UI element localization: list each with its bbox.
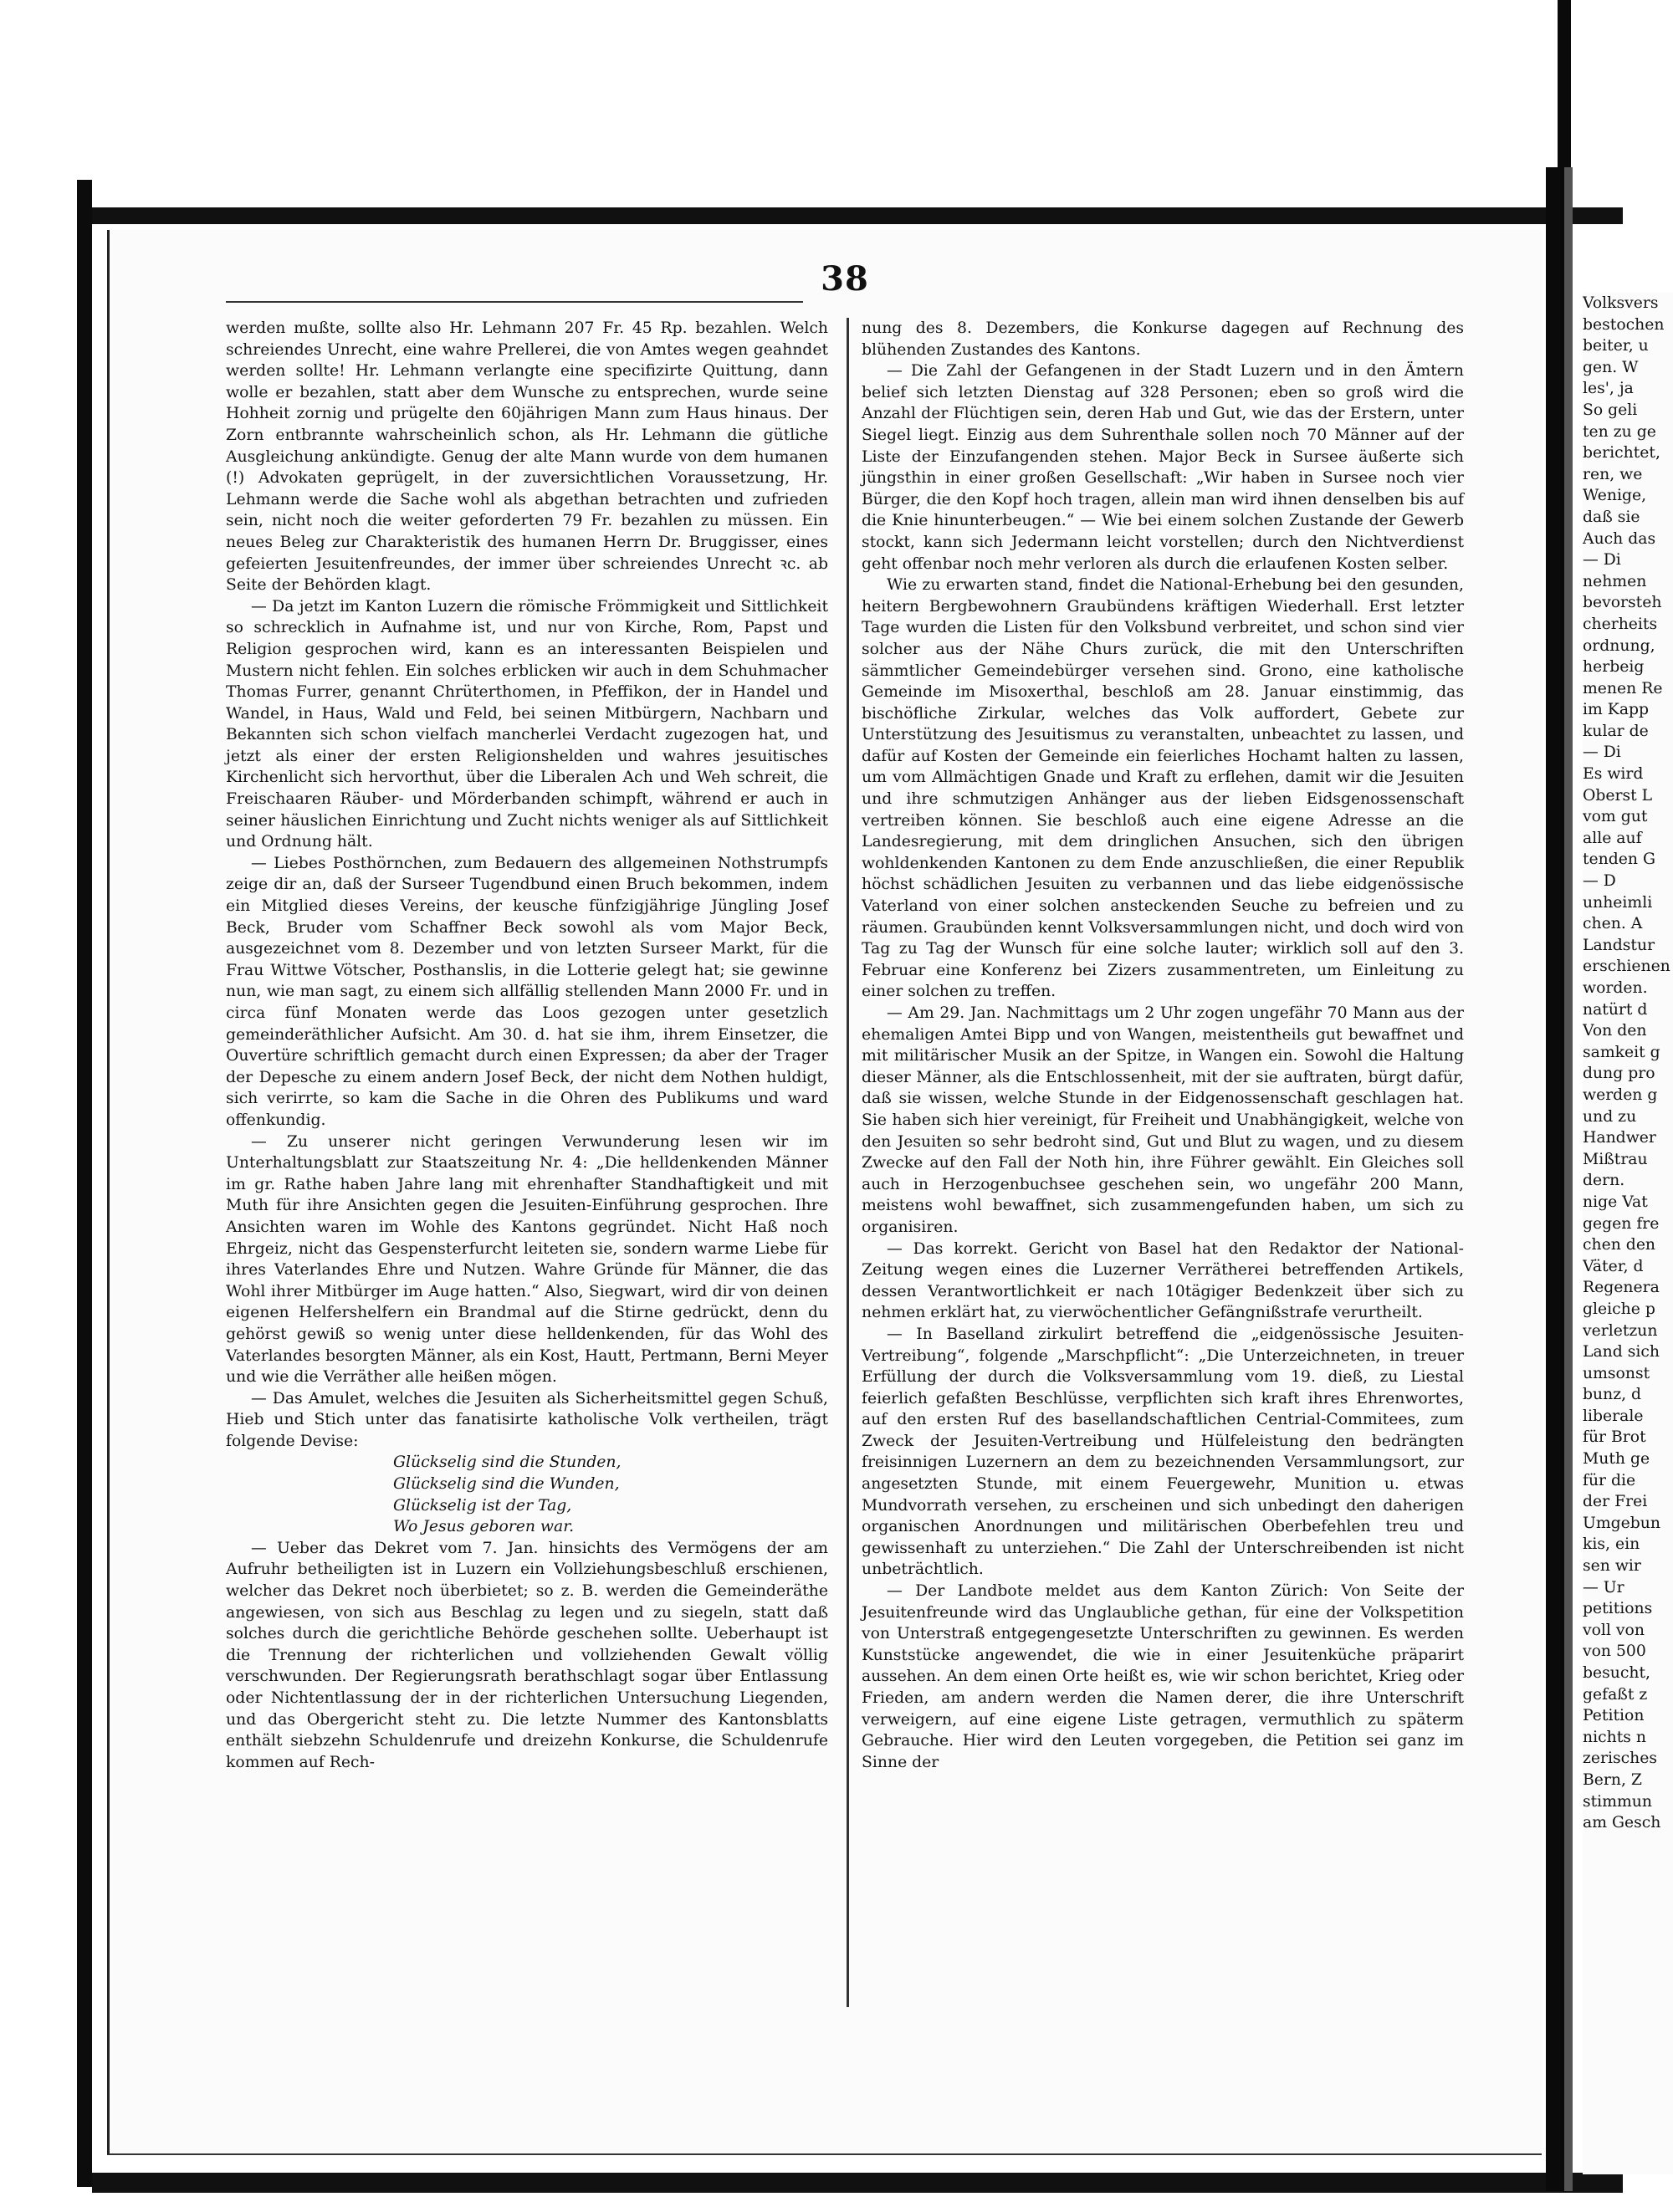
next-page-line: petitions (1583, 1600, 1653, 1618)
next-page-line: — Di (1583, 551, 1621, 570)
book-gutter-shade (1564, 167, 1573, 2191)
next-page-line: dung pro (1583, 1065, 1655, 1083)
next-page-line: nige Vat (1583, 1193, 1648, 1211)
next-page-line: umsonst (1583, 1364, 1650, 1382)
next-page-line: — D (1583, 872, 1616, 891)
next-page-line: werden g (1583, 1086, 1658, 1104)
scanner-top-spine (1558, 0, 1571, 176)
column-divider (847, 318, 849, 2007)
next-page-line: gegen fre (1583, 1214, 1660, 1233)
next-page-line: am Gesch (1583, 1814, 1661, 1832)
next-page-line: chen. A (1583, 915, 1643, 933)
next-page-line: Landstur (1583, 936, 1655, 954)
next-page-line: les', ja (1583, 380, 1634, 398)
next-page-line: zerisches (1583, 1750, 1658, 1768)
page-number: 38 (821, 259, 869, 299)
next-page-line: gefaßt z (1583, 1685, 1648, 1704)
article-paragraph: — Die Zahl der Gefangenen in der Stadt Luzern und in den Ämtern belief sich letzten Dienstag auf 328 Personen; eben so groß wird die Anzahl der Flüchtigen sein, deren Hab und Gut, wie das der Erstern, unter Siegel liegt. Einzig aus dem Suhrenthale sollen noch 70 Männer auf der Liste der Einzufangenden stehen. Major Beck in Sursee äußerte sich jüngsthin in einer großen Gesellschaft: „Wir haben in Sursee noch vier Bürger, die den Kopf hoch tragen, allein man wird ihnen denselben bis auf die Knie hinunterbeugen.“ — Wie bei einem solchen Zustande der Gewerb stockt, kann sich Jedermann leicht vorstellen; durch den Nichtverdienst geht offenbar noch mehr verloren als durch die erlaufenen Kosten selber. (862, 362, 1464, 573)
article-paragraph: Wie zu erwarten stand, findet die National-Erhebung bei den gesunden, heitern Bergbewohnern Graubündens kräftigen Wiederhall. Erst letzter Tage wurden die Listen für den Volksbund verbreitet, und schon sind vier solcher aus der Nähe Churs zurück, die mit den Unterschriften sämmtlicher Gemeindebürger versehen sind. Grono, eine katholische Gemeinde im Misoxerthal, beschloß am 28. Januar einstimmig, das bischöfliche Zirkular, welches das Volk auffordert, Gebete zur Unterstützung des Jesuitismus zu veranstalten, unbeachtet zu lassen, und dafür auf Kosten der Gemeinde ein feierliches Hochamt halten zu lassen, um vom Allmächtigen Gnade und Kraft zu erflehen, damit wir die Jesuiten und ihre schmutzigen Anhänger aus der lieben Eidsgenossenschaft vertreiben können. Sie beschloß auch eine eigene Adresse an die Landesregierung, mit dem dringlichen Ansuchen, sich den übrigen wohldenkenden Kantonen zu dem Ende anzuschließen, die einer Republik höchst schädlichen Jesuiten zu verbannen und das liebe eidgenössische Vaterland von einer solchen ansteckenden Seuche zu befreien und zu räumen. Graubünden kennt Volksversammlungen nicht, und doch wird von Tag zu Tag der Wunsch für eine solche lauter; wirklich soll auf den 3. Februar eine Konferenz bei Zizers zusammentreten, um Einleitung zu einer solchen zu treffen. (862, 576, 1464, 1001)
next-page-line: erschienen (1583, 958, 1670, 976)
next-page-line: für die (1583, 1471, 1636, 1489)
next-page-fragment (1583, 293, 1673, 2174)
next-page-line: samkeit g (1583, 1043, 1660, 1061)
verse-line: Glückselig sind die Wunden, (393, 1475, 620, 1494)
article-paragraph: — Das Amulet, welches die Jesuiten als Sicherheitsmittel gegen Schuß, Hieb und Stich unter das fanatisirte katholische Volk vertheilen, trägt folgende Devise: (226, 1389, 828, 1450)
next-page-line: ten zu ge (1583, 422, 1656, 441)
next-page-line: Petition (1583, 1707, 1645, 1725)
next-page-line: unheimli (1583, 893, 1653, 912)
next-page-line: chen den (1583, 1236, 1656, 1254)
next-page-line: nichts n (1583, 1728, 1646, 1746)
next-page-line: verletzun (1583, 1321, 1658, 1340)
next-page-line: vom gut (1583, 808, 1648, 826)
next-page-line: und zu (1583, 1107, 1637, 1126)
next-page-line: nehmen (1583, 572, 1647, 590)
next-page-line: bestochen (1583, 315, 1665, 334)
next-page-line: herbeig (1583, 658, 1645, 677)
article-paragraph: nung des 8. Dezembers, die Konkurse dagegen auf Rechnung des blühenden Zustandes des Kantons. (862, 319, 1464, 359)
next-page-line: Land sich (1583, 1343, 1660, 1361)
book-gutter (1546, 167, 1564, 2191)
right-column (862, 318, 1464, 1773)
next-page-line: gleiche p (1583, 1300, 1655, 1318)
next-page-line: Väter, d (1583, 1257, 1644, 1275)
next-page-line: menen Re (1583, 679, 1663, 697)
next-page-line: kis, ein (1583, 1535, 1640, 1554)
next-page-line: bevorsteh (1583, 594, 1662, 612)
header-rule (226, 301, 803, 303)
next-page-line: stimmun (1583, 1792, 1653, 1811)
article-paragraph: — Ueber das Dekret vom 7. Jan. hinsichts des Vermögens der am Aufruhr betheiligten ist in Luzern ein Vollziehungsbeschluß erschienen, welcher das Dekret noch überbietet; so z. B. werden die Gemeinderäthe angewiesen, von sich aus Beschlag zu legen und zu siegeln, statt daß solches durch die gerichtliche Behörde geschehen sollte. Ueberhaupt ist die Trennung der richterlichen und vollziehenden Gewalt völlig verschwunden. Der Regierungsrath berathschlagt sogar über Entlassung oder Nichtentlassung der in der richterlichen Untersuchung Liegenden, und das Obergericht steht zu. Die letzte Nummer des Kantonsblatts enthält siebzehn Schuldenrufe und dreizehn Konkurse, die Schuldenrufe kommen auf Rech- (226, 1539, 828, 1771)
next-page-line: Es wird (1583, 765, 1644, 784)
next-page-line: von 500 (1583, 1642, 1646, 1661)
article-paragraph: — Da jetzt im Kanton Luzern die römische Frömmigkeit und Sittlichkeit so schrecklich in Aufnahme ist, und nur von Kirche, Rom, Papst und Religion gesprochen wird, kann es an interessanten Beispielen und Mustern nicht fehlen. Ein solches erblicken wir auch in dem Schuhmacher Thomas Furrer, genannt Chrüterthomen, in Pfeffikon, der in Handel und Wandel, in Haus, Wald und Feld, bei seinen Mitbürgern, Nachbarn und Bekannten sich schon vielfach mancherlei Verdacht zugezogen hat, und jetzt als einer der ersten Religionshelden und wahres jesuitisches Kirchenlicht sich hervorthut, über die Liberalen Ach und Weh schreit, die Freischaaren Räuber- und Mörderbanden schimpft, während er auch in seiner häuslichen Einrichtung und Zucht nichts weniger als auf Sittlichkeit und Ordnung hält. (226, 597, 828, 851)
article-paragraph: — Zu unserer nicht geringen Verwunderung lesen wir im Unterhaltungsblatt zur Staatszeitung Nr. 4: „Die helldenkenden Männer im gr. Rathe haben Jahre lang mit ehrenhafter Standhaftigkeit und mit Muth für ihre Ansichten gegen die Jesuiten-Einführung gesprochen. Ihre Ansichten waren im Wohle des Kantons gegründet. Nicht Haß noch Ehrgeiz, nicht das Gespensterfurcht leiteten sie, sondern warme Liebe für ihres Vaterlandes Ehre und Nutzen. Wahre Gründe für Männer, die das Wohl ihrer Mitbürger im Auge hatten.“ Also, Siegwart, wird dir von deinen eigenen Helfershelfern ein Brandmal auf die Stirne gedrückt, denn du gehörst gewiß so wenig unter diese helldenkenden, für das Wohl des Vaterlandes besorgten Männer, als ein Kost, Hautt, Pertmann, Berni Meyer und wie die Verräther alle heißen mögen. (226, 1132, 828, 1387)
next-page-line: besucht, (1583, 1664, 1651, 1682)
article-paragraph: — Am 29. Jan. Nachmittags um 2 Uhr zogen ungefähr 70 Mann aus der ehemaligen Amtei Bipp und von Wangen, meistentheils gut bewaffnet und mit militärischer Musik an der Spitze, in Wangen ein. Sowohl die Haltung dieser Männer, als die Entschlossenheit, mit der sie auftraten, bürgt dafür, daß sie wissen, welche Stunde in der Eidgenossenschaft geschlagen hat. Sie haben sich hier vereinigt, für Freiheit und Unabhängigkeit, welche von den Jesuiten so sehr bedroht sind, Gut und Blut zu wagen, und zu diesem Zwecke auf den Fall der Noth hin, ihre Führer gewählt. Ein Gleiches soll auch in Herzogenbuchsee geschehen sein, wo ungefähr 200 Mann, meistens wohl bewaffnet, sich zusammengefunden haben, um sich zu organisiren. (862, 1004, 1464, 1236)
verse-line: Glückselig ist der Tag, (393, 1496, 572, 1515)
next-page-line: Wenige, (1583, 487, 1647, 505)
scanner-left-edge (77, 180, 92, 2187)
next-page-line: worden. (1583, 979, 1648, 997)
next-page-text (1583, 293, 1673, 1834)
next-page-line: daß sie (1583, 508, 1640, 526)
next-page-line: gen. W (1583, 358, 1639, 376)
next-page-line: voll von (1583, 1621, 1645, 1639)
next-page-line: tenden G (1583, 851, 1655, 869)
next-page-line: im Kapp (1583, 701, 1650, 719)
next-page-line: Volksvers (1583, 294, 1659, 312)
next-page-line: Regenera (1583, 1279, 1660, 1297)
next-page-line: — Di (1583, 743, 1621, 762)
next-page-line: dern. (1583, 1172, 1625, 1190)
next-page-line: cherheits (1583, 615, 1658, 633)
left-column (226, 318, 828, 1773)
next-page-line: ordnung, (1583, 636, 1655, 655)
next-page-line: — Ur (1583, 1578, 1624, 1596)
article-paragraph: — Der Landbote meldet aus dem Kanton Zürich: Von Seite der Jesuitenfreunde wird das Unglaubliche gethan, für eine der Volkspetition von Unterstraß entgegengesetzte Unterschriften zu gewinnen. Es werden Kunststücke angewendet, die wie in einer Jesuitenküche präparirt aussehen. An dem einen Orte heißt es, wie wir schon berichtet, Krieg oder Frieden, am andern werden die Namen derer, die ihre Unterschrift verweigern, auf eine eigene Liste getragen, vermuthlich zu späterm Gebrauche. Hier wird den Leuten vorgegeben, die Petition sei ganz im Sinne der (862, 1582, 1464, 1771)
next-page-line: bunz, d (1583, 1386, 1642, 1404)
scanner-top-edge (92, 207, 1623, 224)
next-page-line: natürt d (1583, 1000, 1648, 1019)
next-page-line: liberale (1583, 1407, 1644, 1425)
article-paragraph: — Das korrekt. Gericht von Basel hat den Redaktor der National-Zeitung wegen eines die Luzerner Verrätherei betreffenden Artikels, dessen Verantwortlichkeit er nach 10tägiger Bedenkzeit über sich zu nehmen erklärt hat, zu vierwöchentlicher Gefängnißstrafe verurtheilt. (862, 1239, 1464, 1322)
next-page-line: der Frei (1583, 1493, 1648, 1511)
next-page-line: für Brot (1583, 1428, 1646, 1447)
article-paragraph: — In Baselland zirkulirt betreffend die „eidgenössische Jesuiten-Vertreibung“, folgende „Marschpflicht“: „Die Unterzeichneten, in treuer Erfüllung der durch die Volksversammlung vom 19. dieß, zu Liestal feierlich gefaßten Beschlüsse, verpflichten sich kraft ihres Ehrenwortes, auf den ersten Ruf des basellandschaftlichen Centrial-Commitees, zum Zweck der Jesuiten-Vertreibung und Hülfeleistung den bedrängten freisinnigen Luzernern an dem zu bezeichnenden Versammlungsort, zur angesetzten Stunde, mit einem Feuergewehr, Munition u. etwas Mundvorrath versehen, zu erscheinen und sich unbedingt den daherigen organischen Anordnungen und militärischen Oberbefehlen treu und gewissenhaft zu unterziehen.“ Die Zahl der Unterschreibenden ist nicht unbeträchtlich. (862, 1325, 1464, 1579)
next-page-line: Handwer (1583, 1129, 1656, 1147)
next-page-line: Bern, Z (1583, 1770, 1642, 1789)
next-page-line: Muth ge (1583, 1450, 1650, 1469)
article-paragraph: — Liebes Posthörnchen, zum Bedauern des allgemeinen Nothstrumpfs zeige dir an, daß der Surseer Tugendbund einen Bruch bekommen, indem ein Mitglied dieses Vereins, der keusche fünfzigjährige Jüngling Josef Beck, Bruder vom Schaffner Beck sowohl als vom Major Beck, ausgezeichnet vom 8. Dezember und von letzten Surseer Markt, für die Frau Wittwe Vötscher, Posthanslis, in die Lotterie gelegt hat; sie gewinne nun, wie man sagt, zu einem sich allfällig stellenden Mann 2000 Fr. und in circa fünf Monaten werde das Loos gezogen unter gesetzlich gemeinderäthlicher Aufsicht. Am 30. d. hat sie ihm, ihrem Einsetzer, die Ouvertüre schriftlich gemacht durch einen Expressen; da aber der Trager der Depesche zu einem andern Josef Beck, der nicht dem Nothen huldigt, sich verirrte, so kam die Sache in die Ohren des Publikums und ward offenkundig. (226, 854, 828, 1129)
next-page-line: Umgebun (1583, 1514, 1660, 1532)
next-page-line: So geli (1583, 401, 1638, 419)
next-page-line: alle auf (1583, 829, 1642, 847)
next-page-line: Auch das (1583, 529, 1656, 548)
next-page-line: Oberst L (1583, 786, 1653, 805)
verse-line: Glückselig sind die Stunden, (393, 1453, 622, 1472)
next-page-line: Von den (1583, 1022, 1647, 1040)
next-page-line: beiter, u (1583, 337, 1649, 355)
verse-line: Wo Jesus geboren war. (393, 1518, 575, 1536)
scanner-bottom-edge (92, 2173, 1623, 2193)
next-page-line: sen wir (1583, 1557, 1641, 1576)
next-page-line: berichtet, (1583, 444, 1660, 462)
next-page-line: ren, we (1583, 465, 1643, 483)
article-paragraph: werden mußte, sollte also Hr. Lehmann 207 Fr. 45 Rp. bezahlen. Welch schreiendes Unrecht, eine wahre Prellerei, die von Amtes wegen geahndet werden sollte! Hr. Lehmann verlangte eine specifizirte Quittung, dann wolle er bezahlen, statt aber dem Wunsche zu entsprechen, wurde seine Hohheit zornig und prügelte den 60jährigen Mann zum Haus hinaus. Der Zorn entbrannte wahrscheinlich schon, als Hr. Lehmann die gütliche Ausgleichung ankündigte. Genug der alte Mann wurde von dem humanen (!) Advokaten geprügelt, in der zuversichtlichen Voraussetzung, Hr. Lehmann werde die Sache wohl als abgethan betrachten und zufrieden sein, nicht noch die weiter geforderten 79 Fr. bezahlen zu müssen. Ein neues Beleg zur Charakteristik des humanen Herrn Dr. Bruggisser, eines gefeierten Jesuitenfreundes, der immer über schreiendes Unrecht ꝛc. ab Seite der Behörden klagt. (226, 319, 828, 595)
next-page-line: kular de (1583, 722, 1649, 740)
next-page-line: Mißtrau (1583, 1150, 1648, 1168)
